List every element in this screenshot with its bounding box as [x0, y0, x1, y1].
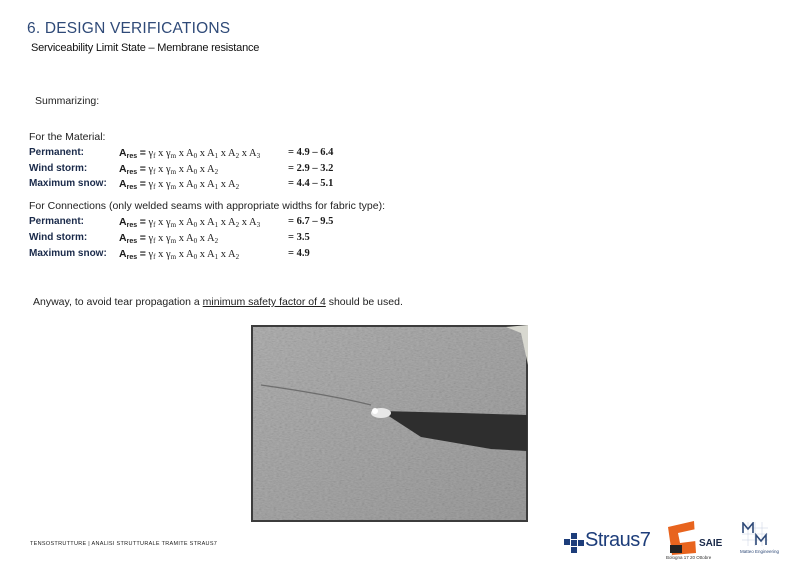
straus7-wordmark: Straus7	[585, 529, 651, 551]
connections-row-wind	[29, 232, 369, 247]
straus7-logo	[564, 529, 656, 553]
summarizing-label: Summarizing:	[35, 95, 100, 107]
row-label: Wind storm:	[29, 163, 88, 174]
mm-mark-icon	[742, 522, 768, 546]
footer-text: TENSOSTRUTTURE | ANALISI STRUTTURALE TRAMITE STRAUS7	[30, 541, 218, 547]
row-value: = 4.9 – 6.4	[288, 147, 334, 158]
saie-dates: Bologna 17 20 Ottobre	[666, 555, 712, 560]
formula: $A_{res} = \gamma_f$ x $\gamma_m$ x $A_0$ x $A_1$ x $A_2$ x $A_3$	[119, 147, 261, 160]
material-row-wind	[29, 163, 369, 178]
membrane-tear-photo	[251, 325, 528, 522]
formula: $A_{res} = \gamma_f$ x $\gamma_m$ x $A_0$ x $A_1$ x $A_2$ x $A_3$	[119, 216, 261, 229]
formula: $A_{res} = \gamma_f$ x $\gamma_m$ x $A_0$ x $A_1$ x $A_2$	[119, 248, 240, 261]
mm-text: Matteo Engineering	[740, 549, 780, 554]
formula: $A_{res} = \gamma_f$ x $\gamma_m$ x $A_0$ x $A_1$ x $A_2$	[119, 178, 240, 191]
note-text-before: Anyway, to avoid tear propagation a	[33, 296, 203, 308]
connections-row-permanent	[29, 216, 369, 231]
row-label: Permanent:	[29, 216, 85, 227]
page-title: 6. DESIGN VERIFICATIONS	[27, 20, 231, 37]
connections-heading: For Connections (only welded seams with appropriate widths for fabric type):	[29, 200, 385, 212]
row-label: Permanent:	[29, 147, 85, 158]
note-underlined: minimum safety factor of 4	[202, 296, 326, 308]
formula: $A_{res} = \gamma_f$ x $\gamma_m$ x $A_0$ x $A_2$	[119, 232, 219, 245]
safety-note	[33, 296, 403, 308]
note-text-after: should be used.	[325, 296, 403, 308]
row-value: = 3.5	[288, 232, 310, 243]
saie-logo	[666, 521, 728, 559]
row-value: = 4.4 – 5.1	[288, 178, 334, 189]
material-row-permanent	[29, 147, 369, 162]
saie-wordmark: SAIE	[699, 538, 723, 549]
row-value: = 4.9	[288, 248, 310, 259]
formula: $A_{res} = \gamma_f$ x $\gamma_m$ x $A_0$ x $A_2$	[119, 163, 219, 176]
material-row-snow	[29, 178, 369, 193]
row-label: Wind storm:	[29, 232, 88, 243]
page-subtitle: Serviceability Limit State – Membrane resistance	[31, 42, 260, 54]
row-value: = 2.9 – 3.2	[288, 163, 334, 174]
matteo-engineering-logo	[740, 522, 792, 562]
row-label: Maximum snow:	[29, 178, 107, 189]
row-label: Maximum snow:	[29, 248, 107, 259]
straus7-mark-icon	[564, 533, 584, 553]
row-value: = 6.7 – 9.5	[288, 216, 334, 227]
connections-row-snow	[29, 248, 369, 263]
material-heading: For the Material:	[29, 131, 106, 143]
saie-mark-icon	[666, 521, 698, 555]
